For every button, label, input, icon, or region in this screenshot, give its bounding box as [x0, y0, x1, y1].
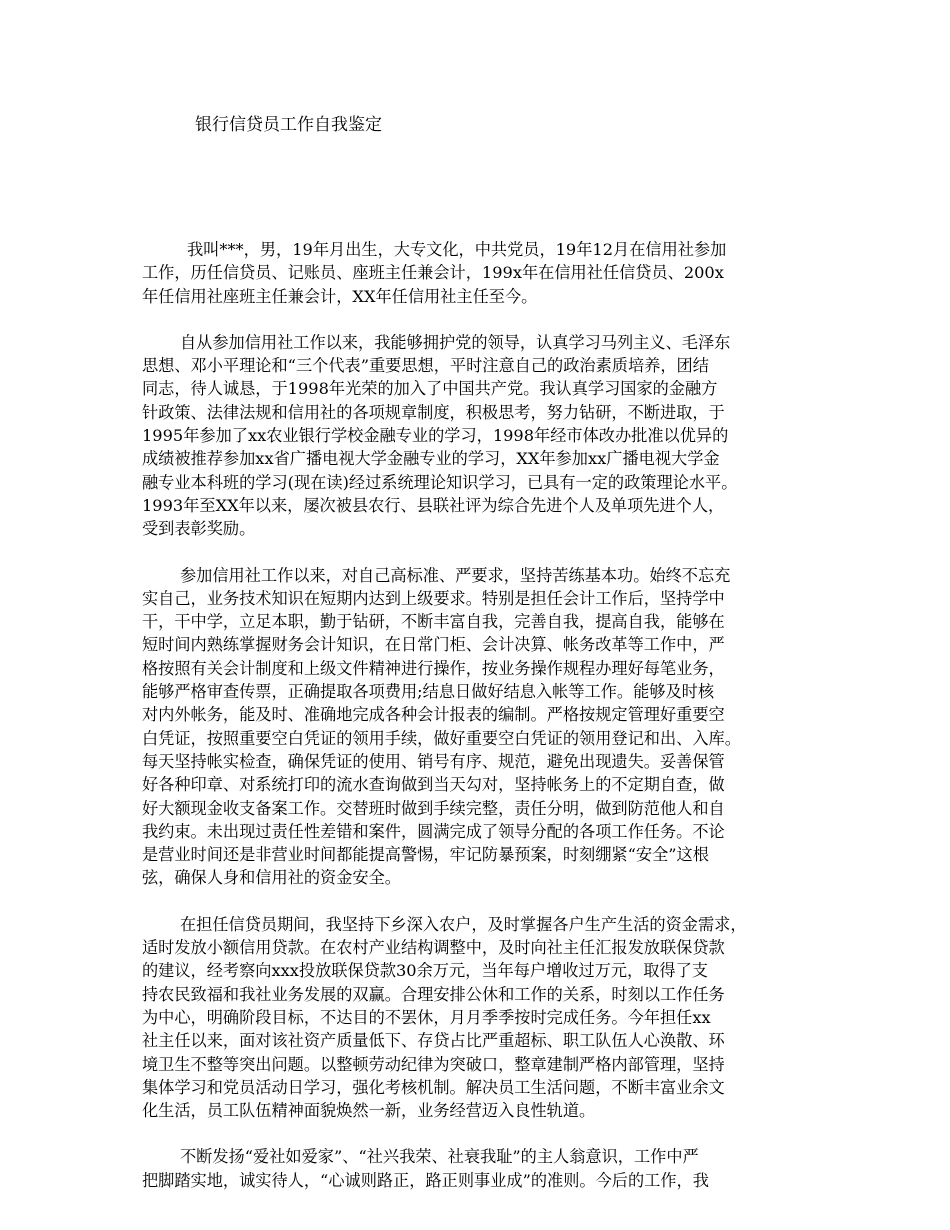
text-line: 不断发扬“爱社如爱家”、“社兴我荣、社衰我耻”的主人翁意识，工作中严 — [180, 1147, 699, 1167]
text-line: 工作，历任信贷员、记账员、座班主任兼会计，199x年在信用社任信贷员、200x — [142, 263, 724, 283]
text-line: 白凭证，按照重要空白凭证的领用手续，做好重要空白凭证的领用登记和出、入库。 — [142, 728, 741, 748]
text-line: 好大额现金收支备案工作。交替班时做到手续完整，责任分明，做到防范他人和自 — [142, 798, 725, 818]
paragraph-closing — [142, 1145, 832, 1192]
text-line: 思想、邓小平理论和“三个代表”重要思想，平时注意自己的政治素质培养，团结 — [142, 356, 709, 376]
text-line: 社主任以来，面对该社资产质量低下、存贷占比严重超标、职工队伍人心涣散、环 — [142, 1031, 725, 1051]
text-line: 化生活，员工队伍精神面貌焕然一新，业务经营迈入良性轨道。 — [142, 1101, 596, 1121]
text-line: 短时间内熟练掌握财务会计知识，在日常门柜、会计决算、帐务改革等工作中，严 — [142, 635, 725, 655]
text-line: 参加信用社工作以来，对自己高标准、严要求，坚持苦练基本功。始终不忘充 — [180, 565, 731, 585]
text-line: 对内外帐务，能及时、准确地完成各种会计报表的编制。严格按规定管理好重要空 — [142, 705, 725, 725]
text-line: 弦，确保人身和信用社的资金安全。 — [142, 868, 401, 888]
text-line: 受到表彰奖励。 — [142, 519, 256, 539]
paragraph-political — [142, 331, 832, 541]
text-line: 好各种印章、对系统打印的流水查询做到当天勾对，坚持帐务上的不定期自查，做 — [142, 775, 725, 795]
text-line: 是营业时间还是非营业时间都能提高警惕，牢记防暴预案，时刻绷紧“安全”这根 — [142, 845, 709, 865]
text-line: 年任信用社座班主任兼会计，XX年任信用社主任至今。 — [142, 286, 538, 306]
text-line: 同志，待人诚恳，于1998年光荣的加入了中国共产党。我认真学习国家的金融方 — [142, 379, 718, 399]
document-body — [142, 238, 832, 1215]
text-line: 融专业本科班的学习(现在读)经过系统理论知识学习，已具有一定的政策理论水平。 — [142, 472, 738, 492]
text-line: 1993年至XX年以来，屡次被县农行、县联社评为综合先进个人及单项先进个人， — [142, 495, 725, 515]
text-line: 1995年参加了xx农业银行学校金融专业的学习，1998年经市体改办批准以优异的 — [142, 426, 729, 446]
text-line: 格按照有关会计制度和上级文件精神进行操作，按业务操作规程办理好每笔业务， — [142, 658, 725, 678]
text-line: 集体学习和党员活动日学习，强化考核机制。解决员工生活问题，不断丰富业余文 — [142, 1077, 725, 1097]
text-line: 把脚踏实地，诚实待人，“心诚则路正，路正则事业成”的准则。今后的工作，我 — [142, 1170, 709, 1190]
text-line: 的建议，经考察向xxx投放联保贷款30余万元，当年每户增收过万元，取得了支 — [142, 961, 708, 981]
paragraph-credit — [142, 913, 832, 1123]
text-line: 能够严格审查传票，正确提取各项费用;结息日做好结息入帐等工作。能够及时核 — [142, 682, 715, 702]
text-line: 适时发放小额信用贷款。在农村产业结构调整中，及时向社主任汇报发放联保贷款 — [142, 938, 725, 958]
paragraph-intro — [142, 238, 832, 308]
text-line: 我叫***，男，19年月出生，大专文化，中共党员，19年12月在信用社参加 — [187, 240, 727, 259]
text-line: 持农民致福和我社业务发展的双赢。合理安排公休和工作的关系，时刻以工作任务 — [142, 984, 725, 1004]
text-line: 我约束。未出现过责任性差错和案件，圆满完成了领导分配的各项工作任务。不论 — [142, 821, 725, 841]
text-line: 自从参加信用社工作以来，我能够拥护党的领导，认真学习马列主义、毛泽东 — [180, 332, 731, 352]
text-line: 干，干中学，立足本职，勤于钻研，不断丰富自我，完善自我，提高自我，能够在 — [142, 612, 725, 632]
paragraph-accounting — [142, 564, 832, 890]
text-line: 针政策、法律法规和信用社的各项规章制度，积极思考，努力钻研，不断进取，于 — [142, 402, 725, 422]
text-line: 成绩被推荐参加xx省广播电视大学金融专业的学习，XX年参加xx广播电视大学金 — [142, 449, 720, 469]
text-line: 实自己，业务技术知识在短期内达到上级要求。特别是担任会计工作后，坚持学中 — [142, 588, 725, 608]
text-line: 在担任信贷员期间，我坚持下乡深入农户，及时掌握各户生产生活的资金需求， — [180, 914, 747, 934]
text-line: 为中心，明确阶段目标，不达目的不罢休，月月季季按时完成任务。今年担任xx — [142, 1007, 711, 1027]
text-line: 每天坚持帐实检查，确保凭证的使用、销号有序、规范，避免出现遗失。妥善保管 — [142, 751, 725, 771]
document-title: 银行信贷员工作自我鉴定 — [195, 115, 382, 135]
text-line: 境卫生不整等突出问题。以整顿劳动纪律为突破口，整章建制严格内部管理，坚持 — [142, 1054, 725, 1074]
